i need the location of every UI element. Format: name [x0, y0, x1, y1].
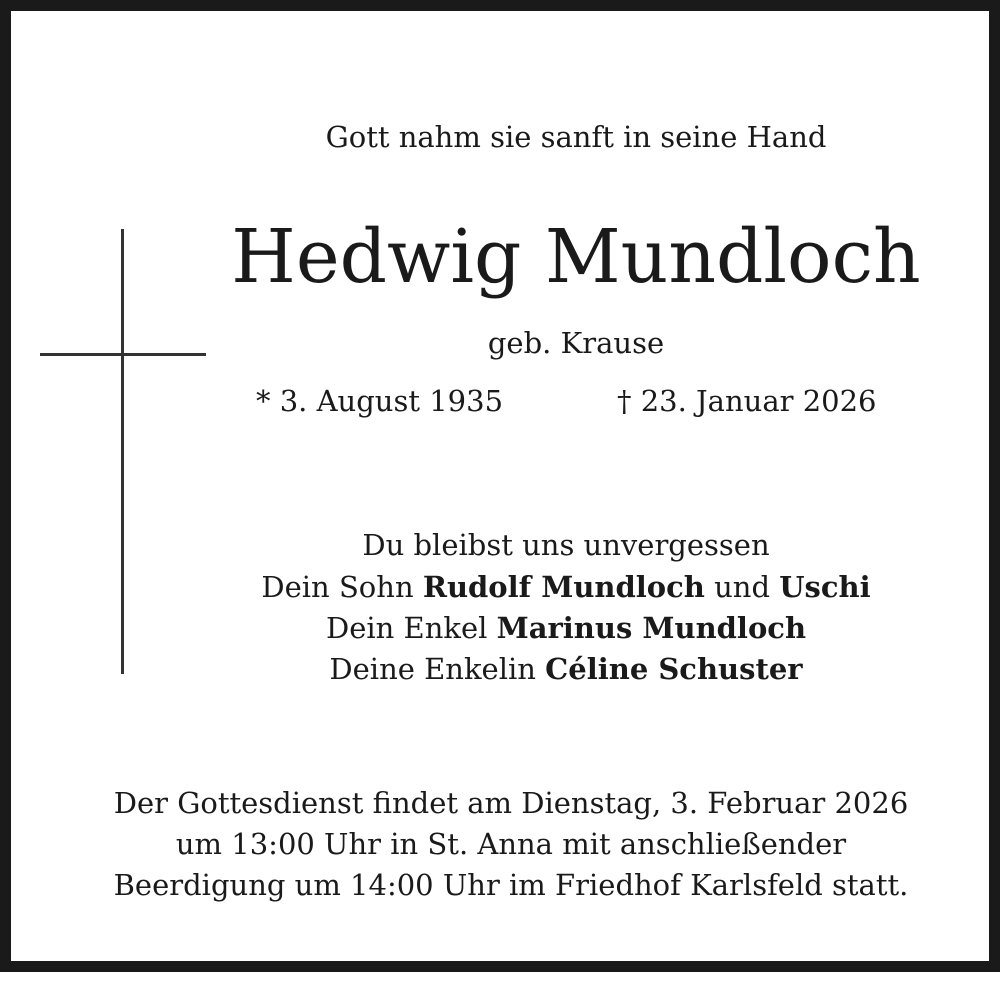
deceased-name: Hedwig Mundloch [231, 214, 921, 300]
mourner-granddaughter-name: Céline Schuster [545, 652, 803, 686]
service-line-1: Der Gottesdienst findet am Dienstag, 3. Februar 2026 [113, 786, 909, 820]
mourner-son [211, 567, 921, 607]
service-line-2: um 13:00 Uhr in St. Anna mit anschließender [175, 827, 847, 861]
cross-vertical-beam [121, 229, 124, 674]
mourner-son-partner: Uschi [779, 570, 871, 604]
death-date: † 23. Januar 2026 [617, 384, 877, 418]
birth-date: * 3. August 1935 [256, 384, 504, 418]
mourner-son-and: und [704, 570, 780, 604]
mourner-son-prefix: Dein Sohn [261, 570, 423, 604]
motto: Gott nahm sie sanft in seine Hand [325, 120, 827, 154]
mourner-grandson-name: Marinus Mundloch [496, 611, 807, 645]
remembrance-line: Du bleibst uns unvergessen [362, 528, 770, 562]
mourner-granddaughter-prefix: Deine Enkelin [329, 652, 546, 686]
mourner-granddaughter [211, 649, 921, 689]
mourner-son-name: Rudolf Mundloch [422, 570, 705, 604]
cross-horizontal-beam [40, 353, 206, 356]
maiden-name: geb. Krause [487, 326, 665, 360]
service-line-3: Beerdigung um 14:00 Uhr im Friedhof Karlsfeld statt. [113, 868, 909, 902]
mourner-grandson-prefix: Dein Enkel [325, 611, 497, 645]
mourner-grandson [211, 608, 921, 648]
